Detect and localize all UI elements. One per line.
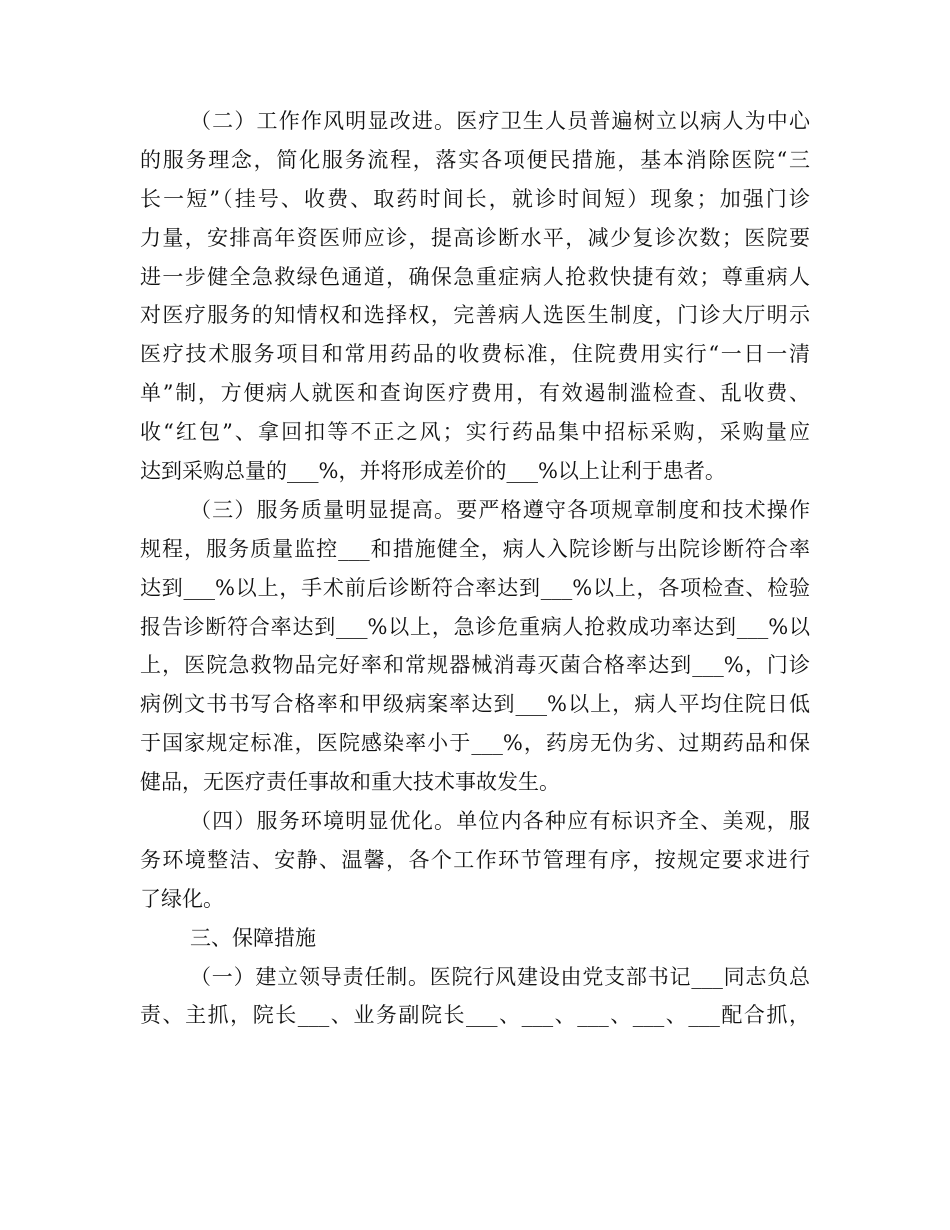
text-line: 的服务理念，简化服务流程，落实各项便民措施，基本消除医院“三 [140,147,810,172]
text-line: （二）工作作风明显改进。医疗卫生人员普遍树立以病人为中心 [190,109,810,133]
paragraph-service-quality [140,491,810,802]
text-line: 健品，无医疗责任事故和重大技术事故发生。 [140,770,560,795]
paragraph-work-style [140,102,810,491]
text-line: 长一短”（挂号、收费、取药时间长，就诊时间短）现象；加强门诊 [140,186,810,211]
text-line: （四）服务环境明显优化。单位内各种应有标识齐全、美观，服 [190,809,810,834]
text-line: 上，医院急救物品完好率和常规器械消毒灭菌合格率达到___%，门诊 [140,653,810,678]
text-line: 责、主抓，院长___、业务副院长___、___、___、___、___配合抓， [140,1003,810,1028]
text-line: 于国家规定标准，医院感染率小于___%，药房无伪劣、过期药品和保 [140,731,810,756]
text-line: 规程，服务质量监控___和措施健全，病人入院诊断与出院诊断符合率 [140,536,810,561]
text-line: 医疗技术服务项目和常用药品的收费标准，住院费用实行“一日一清 [140,342,810,367]
paragraph-service-environment [140,802,810,919]
text-line: （三）服务质量明显提高。要严格遵守各项规章制度和技术操作 [190,497,810,522]
text-line: 进一步健全急救绿色通道，确保急重症病人抢救快捷有效；尊重病人 [140,264,810,289]
document-page [140,102,810,1035]
text-line: 力量，安排高年资医师应诊，提高诊断水平，减少复诊次数；医院要 [140,225,810,250]
paragraph-leadership-responsibility [140,958,810,1036]
text-line: 达到采购总量的___%，并将形成差价的___%以上让利于患者。 [140,459,726,484]
text-line: （一）建立领导责任制。医院行风建设由党支部书记___同志负总 [190,964,810,989]
text-line: 单”制，方便病人就医和查询医疗费用，有效遏制滥检查、乱收费、 [140,381,810,406]
text-line: 务环境整洁、安静、温馨，各个工作环节管理有序，按规定要求进行 [140,847,810,872]
text-line: 达到___%以上，手术前后诊断符合率达到___%以上，各项检查、检验 [140,575,810,600]
text-line: 病例文书书写合格率和甲级病案率达到___%以上，病人平均住院日低 [140,692,810,717]
section-heading: 三、保障措施 [190,925,316,950]
text-line: 报告诊断符合率达到___%以上，急诊危重病人抢救成功率达到___%以 [140,614,810,639]
text-line: 收“红包”、拿回扣等不正之风；实行药品集中招标采购，采购量应 [140,420,810,445]
text-line: 对医疗服务的知情权和选择权，完善病人选医生制度，门诊大厅明示 [140,303,810,328]
section-heading-safeguards [140,919,810,958]
text-line: 了绿化。 [140,886,224,911]
